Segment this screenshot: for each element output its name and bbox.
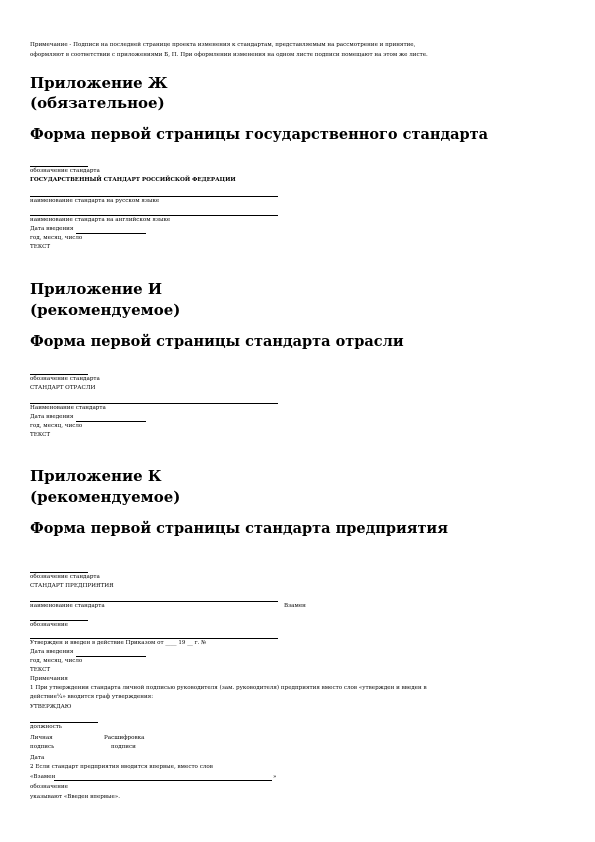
appendix-zh-designation: обозначение стандарта [30,168,100,174]
appendix-k-instead: Взамен [284,603,306,609]
appendix-zh-heading: Форма первой страницы государственного стандарта [30,126,489,143]
appendix-k-designation: обозначение стандарта [30,574,100,580]
appendix-i-date-format: год, месяц, число [30,423,83,429]
appendix-k-date: Дата [30,755,45,761]
designation-line [30,166,88,167]
appendix-zh-date-intro: Дата введения [30,226,74,232]
appendix-zh-date-format: год, месяц, число [30,235,83,241]
name-line [30,601,278,602]
date-line [76,656,146,657]
appendix-k-position: должность [30,724,62,730]
appendix-k-name: наименование стандарта [30,603,105,609]
approval-line [30,638,278,639]
designation-line [30,374,88,375]
appendix-i-date-intro: Дата введения [30,414,74,420]
appendix-k-instead-quote: «Взамен [30,774,56,780]
appendix-k-note1-line1: 1 При утверждении стандарта личной подписью руководителя (зам. руководителя) предприятия вместо слов «утвержден и введен в [30,685,427,691]
appendix-k-designation-2: обозначение [30,622,68,628]
top-note-line-2: оформляют в соответствии с приложениями Б, П. При оформлении изменения на одном листе подписи помещают на этом же листе. [30,52,428,58]
appendix-k-date-intro: Дата введения [30,649,74,655]
designation-line [30,620,88,621]
date-line [76,421,146,422]
appendix-zh-name-en: наименование стандарта на английском языке [30,217,171,223]
appendix-k-title: Приложение К [30,467,162,485]
appendix-zh-title: Приложение Ж [30,74,168,92]
appendix-k-signature: подпись [30,744,55,750]
appendix-k-decode: Расшифровка [104,735,145,741]
appendix-i-standard-type: СТАНДАРТ ОТРАСЛИ [30,385,96,391]
top-note-line-1: Примечание - Подписи на последней странице проекта изменения к стандартам, представляемым на рассмотрение и принятие, [30,42,416,48]
appendix-i-heading: Форма первой страницы стандарта отрасли [30,333,404,350]
appendix-i-title: Приложение И [30,280,163,298]
appendix-i-status: (рекомендуемое) [30,301,181,319]
appendix-k-approve: УТВЕРЖДАЮ [30,704,72,710]
appendix-k-standard-type: СТАНДАРТ ПРЕДПРИЯТИЯ [30,583,114,589]
appendix-i-designation: обозначение стандарта [30,376,100,382]
appendix-k-designation-3: обозначение [30,784,68,790]
appendix-k-note2: 2 Если стандарт предприятия вводится впервые, вместо слов [30,764,213,770]
position-line [30,722,98,723]
appendix-k-heading: Форма первой страницы стандарта предприятия [30,520,448,537]
name-en-line [30,215,278,216]
appendix-k-approved: Утвержден и введен в действие Приказом от ____ 19 __ г. № [30,640,207,646]
date-line [76,233,146,234]
appendix-zh-status: (обязательное) [30,94,165,112]
instead-line [54,780,272,781]
appendix-k-notes-label: Примечания [30,676,68,682]
appendix-k-note1-line2: действие¼» вводится граф утверждения: [30,694,154,700]
name-ru-line [30,196,278,197]
appendix-zh-standard-type: ГОСУДАРСТВЕННЫЙ СТАНДАРТ РОССИЙСКОЙ ФЕДЕРАЦИИ [30,177,236,183]
appendix-k-first-time: указывают «Введен впервые». [30,794,120,800]
appendix-i-name: Наименование стандарта [30,405,106,411]
appendix-k-text: ТЕКСТ [30,667,51,673]
appendix-zh-name-ru: наименование стандарта на русском языке [30,198,160,204]
designation-line [30,572,88,573]
appendix-k-decode-2: подписи [111,744,136,750]
appendix-k-status: (рекомендуемое) [30,488,181,506]
appendix-k-date-format: год, месяц, число [30,658,83,664]
appendix-k-quote-close: » [273,774,277,780]
name-line [30,403,278,404]
appendix-i-text: ТЕКСТ [30,432,51,438]
appendix-zh-text: ТЕКСТ [30,244,51,250]
appendix-k-personal: Личная [30,735,53,741]
